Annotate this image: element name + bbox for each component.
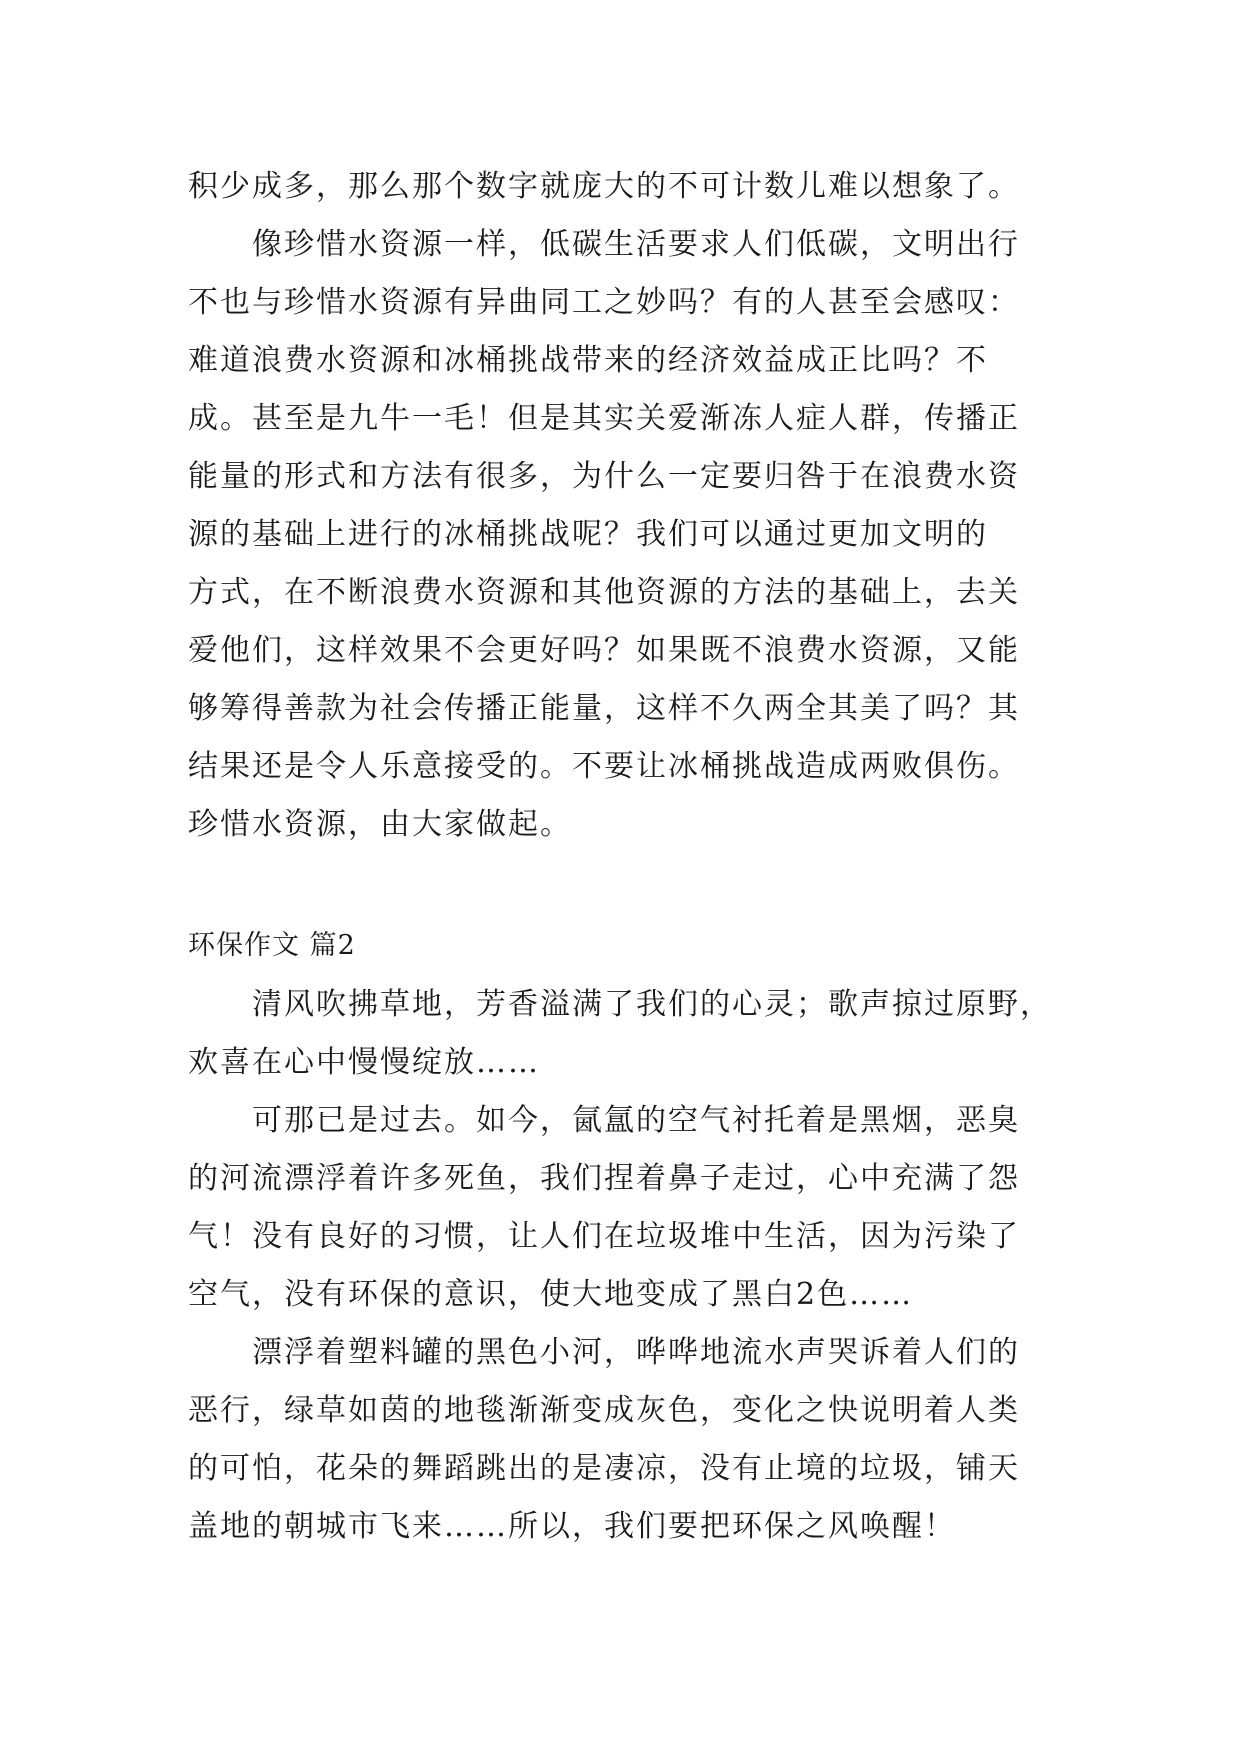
- paragraph: [188, 976, 1068, 1092]
- text-line: 难道浪费水资源和冰桶挑战带来的经济效益成正比吗？不: [188, 343, 988, 378]
- text-line: 气！没有良好的习惯，让人们在垃圾堆中生活，因为污染了: [188, 1219, 1020, 1254]
- text-line: 像珍惜水资源一样，低碳生活要求人们低碳，文明出行: [252, 227, 1020, 262]
- text-line: 能量的形式和方法有很多，为什么一定要归咎于在浪费水资: [188, 459, 1020, 494]
- text-line: 漂浮着塑料罐的黑色小河，哗哗地流水声哭诉着人们的: [252, 1335, 1020, 1370]
- text-line: 不也与珍惜水资源有异曲同工之妙吗？有的人甚至会感叹：: [188, 285, 1020, 320]
- text-line: 可那已是过去。如今，氤氲的空气衬托着是黑烟，恶臭: [252, 1103, 1020, 1138]
- text-line: 珍惜水资源，由大家做起。: [188, 807, 572, 842]
- section-spacer: [188, 854, 1068, 916]
- paragraph: [188, 216, 1068, 854]
- text-line: 结果还是令人乐意接受的。不要让冰桶挑战造成两败俱伤。: [188, 749, 1020, 784]
- text-line: 的可怕，花朵的舞蹈跳出的是凄凉，没有止境的垃圾，铺天: [188, 1451, 1020, 1486]
- text-line: 积少成多，那么那个数字就庞大的不可计数儿难以想象了。: [188, 169, 1020, 204]
- text-line: 空气，没有环保的意识，使大地变成了黑白2色……: [188, 1277, 914, 1312]
- text-line: 欢喜在心中慢慢绽放……: [188, 1045, 540, 1080]
- paragraph-continuation: [188, 158, 1068, 216]
- text-line: 的河流漂浮着许多死鱼，我们捏着鼻子走过，心中充满了怨: [188, 1161, 1020, 1196]
- section-heading: 环保作文 篇2: [188, 930, 356, 961]
- text-line: 清风吹拂草地，芳香溢满了我们的心灵；歌声掠过原野，: [252, 987, 1052, 1022]
- text-line: 方式，在不断浪费水资源和其他资源的方法的基础上，去关: [188, 575, 1020, 610]
- paragraph: [188, 1324, 1068, 1556]
- text-line: 源的基础上进行的冰桶挑战呢？我们可以通过更加文明的: [188, 517, 988, 552]
- text-line: 够筹得善款为社会传播正能量，这样不久两全其美了吗？其: [188, 691, 1020, 726]
- paragraph: [188, 1092, 1068, 1324]
- text-line: 爱他们，这样效果不会更好吗？如果既不浪费水资源，又能: [188, 633, 1020, 668]
- text-line: 盖地的朝城市飞来……所以，我们要把环保之风唤醒！: [188, 1509, 956, 1544]
- text-line: 恶行，绿草如茵的地毯渐渐变成灰色，变化之快说明着人类: [188, 1393, 1020, 1428]
- text-line: 成。甚至是九牛一毛！但是其实关爱渐冻人症人群，传播正: [188, 401, 1020, 436]
- document-page: [188, 158, 1068, 1556]
